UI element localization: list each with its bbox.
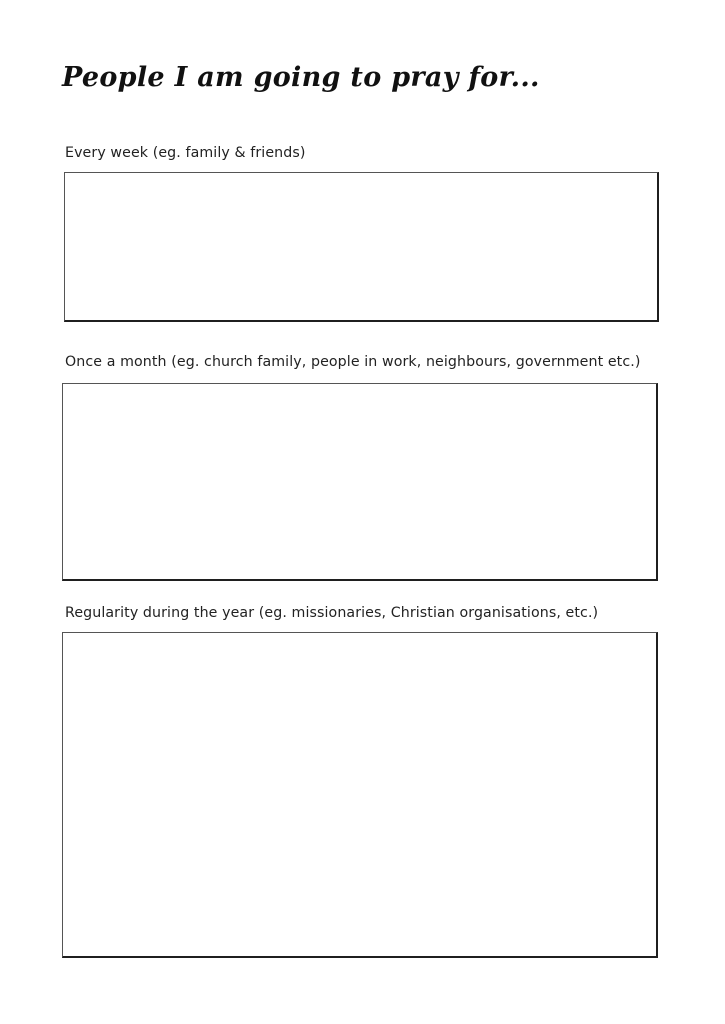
section-label-yearly: Regularity during the year (eg. missionaries, Christian organisations, etc.) [65, 605, 599, 621]
prayer-box-monthly[interactable] [62, 383, 658, 581]
prayer-box-yearly[interactable] [62, 632, 658, 958]
section-label-monthly: Once a month (eg. church family, people in work, neighbours, government etc.) [65, 354, 641, 370]
section-label-weekly: Every week (eg. family & friends) [65, 145, 306, 161]
prayer-box-weekly[interactable] [64, 172, 659, 322]
page-title: People I am going to pray for... [62, 62, 540, 93]
